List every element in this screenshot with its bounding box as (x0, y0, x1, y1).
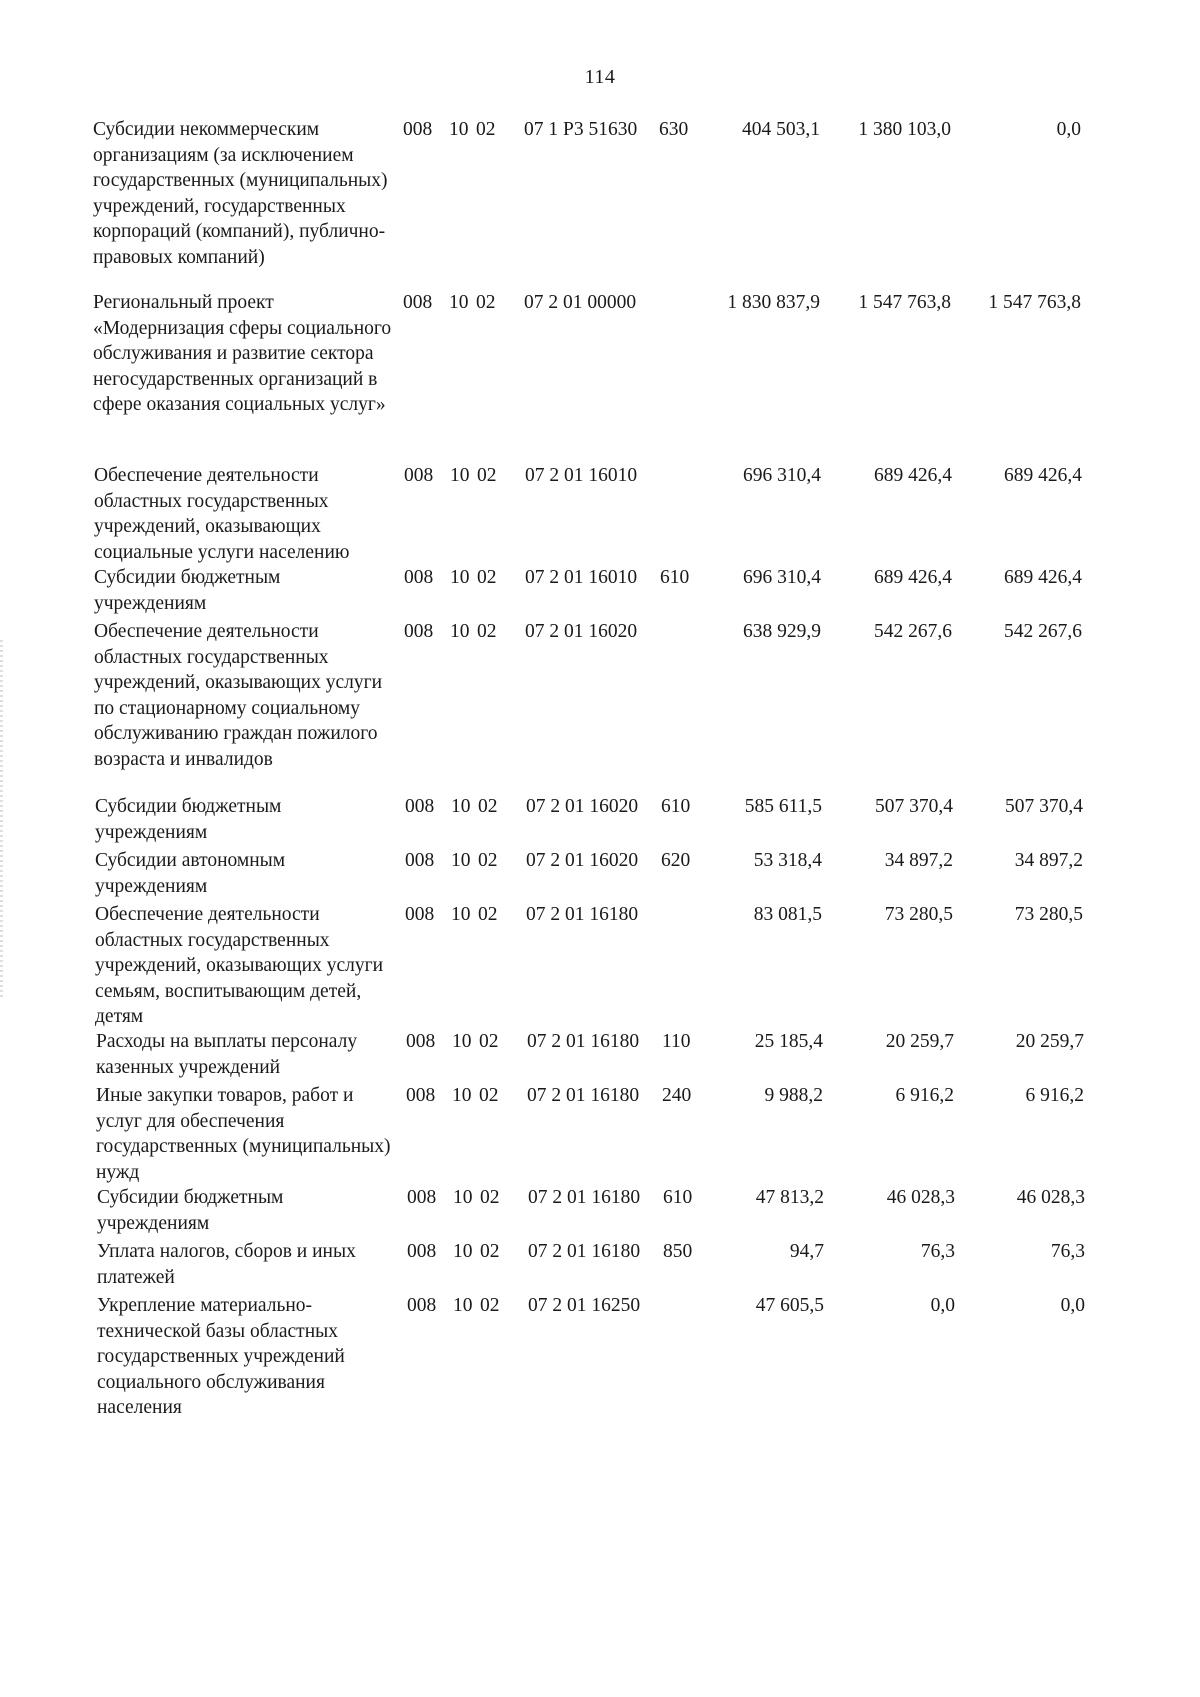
target-article-code: 07 2 01 16250 (528, 1295, 641, 1316)
expense-type-code: 610 (660, 567, 690, 588)
expense-type-code: 630 (659, 119, 689, 140)
amount-year-3: 689 426,4 (1004, 465, 1082, 486)
amount-year-3: 76,3 (1050, 1241, 1085, 1262)
subsection-code: 02 (476, 292, 496, 313)
amount-year-2: 0,0 (930, 1295, 955, 1316)
target-article-code: 07 2 01 00000 (524, 292, 637, 313)
section-code: 10 (450, 621, 470, 642)
section-code: 10 (450, 465, 470, 486)
target-article-code: 07 2 01 16020 (526, 796, 639, 817)
row-name: Расходы на выплаты персоналу казенных учреждений (96, 1031, 358, 1078)
section-code: 10 (453, 1187, 473, 1208)
amount-year-2: 507 370,4 (875, 796, 953, 817)
ministry-code: 008 (404, 465, 434, 486)
target-article-code: 07 2 01 16180 (528, 1241, 641, 1262)
section-code: 10 (451, 796, 471, 817)
amount-year-3: 689 426,4 (1004, 567, 1082, 588)
subsection-code: 02 (480, 1295, 500, 1316)
amount-year-1: 404 503,1 (742, 119, 820, 140)
section-code: 10 (452, 1031, 472, 1052)
target-article-code: 07 1 Р3 51630 (524, 119, 638, 140)
target-article-code: 07 2 01 16180 (527, 1031, 640, 1052)
section-code: 10 (450, 567, 470, 588)
ministry-code: 008 (405, 850, 435, 871)
amount-year-3: 1 547 763,8 (988, 292, 1081, 313)
amount-year-3: 73 280,5 (1014, 904, 1083, 925)
amount-year-2: 76,3 (920, 1241, 955, 1262)
ministry-code: 008 (406, 1085, 436, 1106)
subsection-code: 02 (478, 796, 498, 817)
section-code: 10 (451, 904, 471, 925)
ministry-code: 008 (407, 1295, 437, 1316)
target-article-code: 07 2 01 16180 (526, 904, 639, 925)
expense-type-code: 240 (662, 1085, 692, 1106)
amount-year-1: 1 830 837,9 (727, 292, 820, 313)
subsection-code: 02 (478, 850, 498, 871)
row-name: Субсидии некоммерческим организациям (за исключением государственных (муниципальных) учреждений, государственных корпораций (компаний), публично-правовых компаний) (93, 119, 388, 268)
expense-type-code: 850 (663, 1241, 693, 1262)
row-name: Субсидии автономным учреждениям (95, 850, 286, 897)
subsection-code: 02 (477, 465, 497, 486)
amount-year-2: 34 897,2 (884, 850, 953, 871)
row-name: Обеспечение деятельности областных государственных учреждений, оказывающих услуги семьям, воспитывающим детей, детям (95, 904, 384, 1027)
target-article-code: 07 2 01 16020 (526, 850, 639, 871)
row-name: Субсидии бюджетным учреждениям (97, 1187, 284, 1234)
row-name: Региональный проект «Модернизация сферы социального обслуживания и развитие сектора негосударственных организаций в сфере оказания социальных услуг» (93, 292, 392, 415)
amount-year-1: 9 988,2 (764, 1085, 823, 1106)
amount-year-3: 0,0 (1060, 1295, 1085, 1316)
ministry-code: 008 (404, 567, 434, 588)
amount-year-1: 696 310,4 (743, 567, 821, 588)
target-article-code: 07 2 01 16020 (525, 621, 638, 642)
subsection-code: 02 (479, 1031, 499, 1052)
subsection-code: 02 (477, 621, 497, 642)
ministry-code: 008 (405, 904, 435, 925)
expense-type-code: 610 (663, 1187, 693, 1208)
amount-year-1: 47 813,2 (755, 1187, 824, 1208)
amount-year-1: 53 318,4 (753, 850, 822, 871)
ministry-code: 008 (403, 292, 433, 313)
amount-year-1: 47 605,5 (755, 1295, 824, 1316)
amount-year-3: 0,0 (1056, 119, 1081, 140)
amount-year-1: 585 611,5 (744, 796, 822, 817)
amount-year-3: 6 916,2 (1025, 1085, 1084, 1106)
amount-year-3: 542 267,6 (1004, 621, 1082, 642)
section-code: 10 (451, 850, 471, 871)
subsection-code: 02 (477, 567, 497, 588)
section-code: 10 (449, 119, 469, 140)
amount-year-3: 46 028,3 (1016, 1187, 1085, 1208)
amount-year-1: 94,7 (789, 1241, 824, 1262)
ministry-code: 008 (405, 796, 435, 817)
subsection-code: 02 (480, 1187, 500, 1208)
amount-year-1: 696 310,4 (743, 465, 821, 486)
row-name: Обеспечение деятельности областных государственных учреждений, оказывающих услуги по стационарному социальному обслуживанию граждан пожилого возраста и инвалидов (94, 621, 383, 770)
row-name: Обеспечение деятельности областных государственных учреждений, оказывающих социальные услуги населению (94, 465, 350, 563)
ministry-code: 008 (407, 1241, 437, 1262)
expense-type-code: 610 (661, 796, 691, 817)
amount-year-3: 34 897,2 (1014, 850, 1083, 871)
row-name: Иные закупки товаров, работ и услуг для обеспечения государственных (муниципальных) нужд (96, 1085, 391, 1183)
page-number: 114 (584, 66, 616, 88)
target-article-code: 07 2 01 16010 (525, 567, 638, 588)
subsection-code: 02 (476, 119, 496, 140)
amount-year-2: 46 028,3 (886, 1187, 955, 1208)
amount-year-2: 73 280,5 (884, 904, 953, 925)
expense-type-code: 620 (661, 850, 691, 871)
amount-year-2: 542 267,6 (874, 621, 952, 642)
amount-year-2: 20 259,7 (885, 1031, 954, 1052)
amount-year-1: 638 929,9 (743, 621, 821, 642)
amount-year-2: 6 916,2 (895, 1085, 954, 1106)
subsection-code: 02 (479, 1085, 499, 1106)
target-article-code: 07 2 01 16010 (525, 465, 638, 486)
amount-year-2: 689 426,4 (874, 567, 952, 588)
row-name: Уплата налогов, сборов и иных платежей (97, 1241, 356, 1288)
row-name: Субсидии бюджетным учреждениям (95, 796, 282, 843)
ministry-code: 008 (406, 1031, 436, 1052)
row-name: Укрепление материально-технической базы областных государственных учреждений социального обслуживания населения (97, 1295, 345, 1418)
ministry-code: 008 (403, 119, 433, 140)
ministry-code: 008 (404, 621, 434, 642)
section-code: 10 (453, 1295, 473, 1316)
section-code: 10 (453, 1241, 473, 1262)
amount-year-2: 689 426,4 (874, 465, 952, 486)
ministry-code: 008 (407, 1187, 437, 1208)
section-code: 10 (449, 292, 469, 313)
amount-year-2: 1 380 103,0 (858, 119, 951, 140)
target-article-code: 07 2 01 16180 (528, 1187, 641, 1208)
subsection-code: 02 (480, 1241, 500, 1262)
section-code: 10 (452, 1085, 472, 1106)
amount-year-1: 83 081,5 (753, 904, 822, 925)
amount-year-1: 25 185,4 (754, 1031, 823, 1052)
target-article-code: 07 2 01 16180 (527, 1085, 640, 1106)
amount-year-3: 20 259,7 (1015, 1031, 1084, 1052)
subsection-code: 02 (478, 904, 498, 925)
expense-type-code: 110 (662, 1031, 691, 1052)
amount-year-3: 507 370,4 (1005, 796, 1083, 817)
row-name: Субсидии бюджетным учреждениям (94, 567, 281, 614)
amount-year-2: 1 547 763,8 (858, 292, 951, 313)
